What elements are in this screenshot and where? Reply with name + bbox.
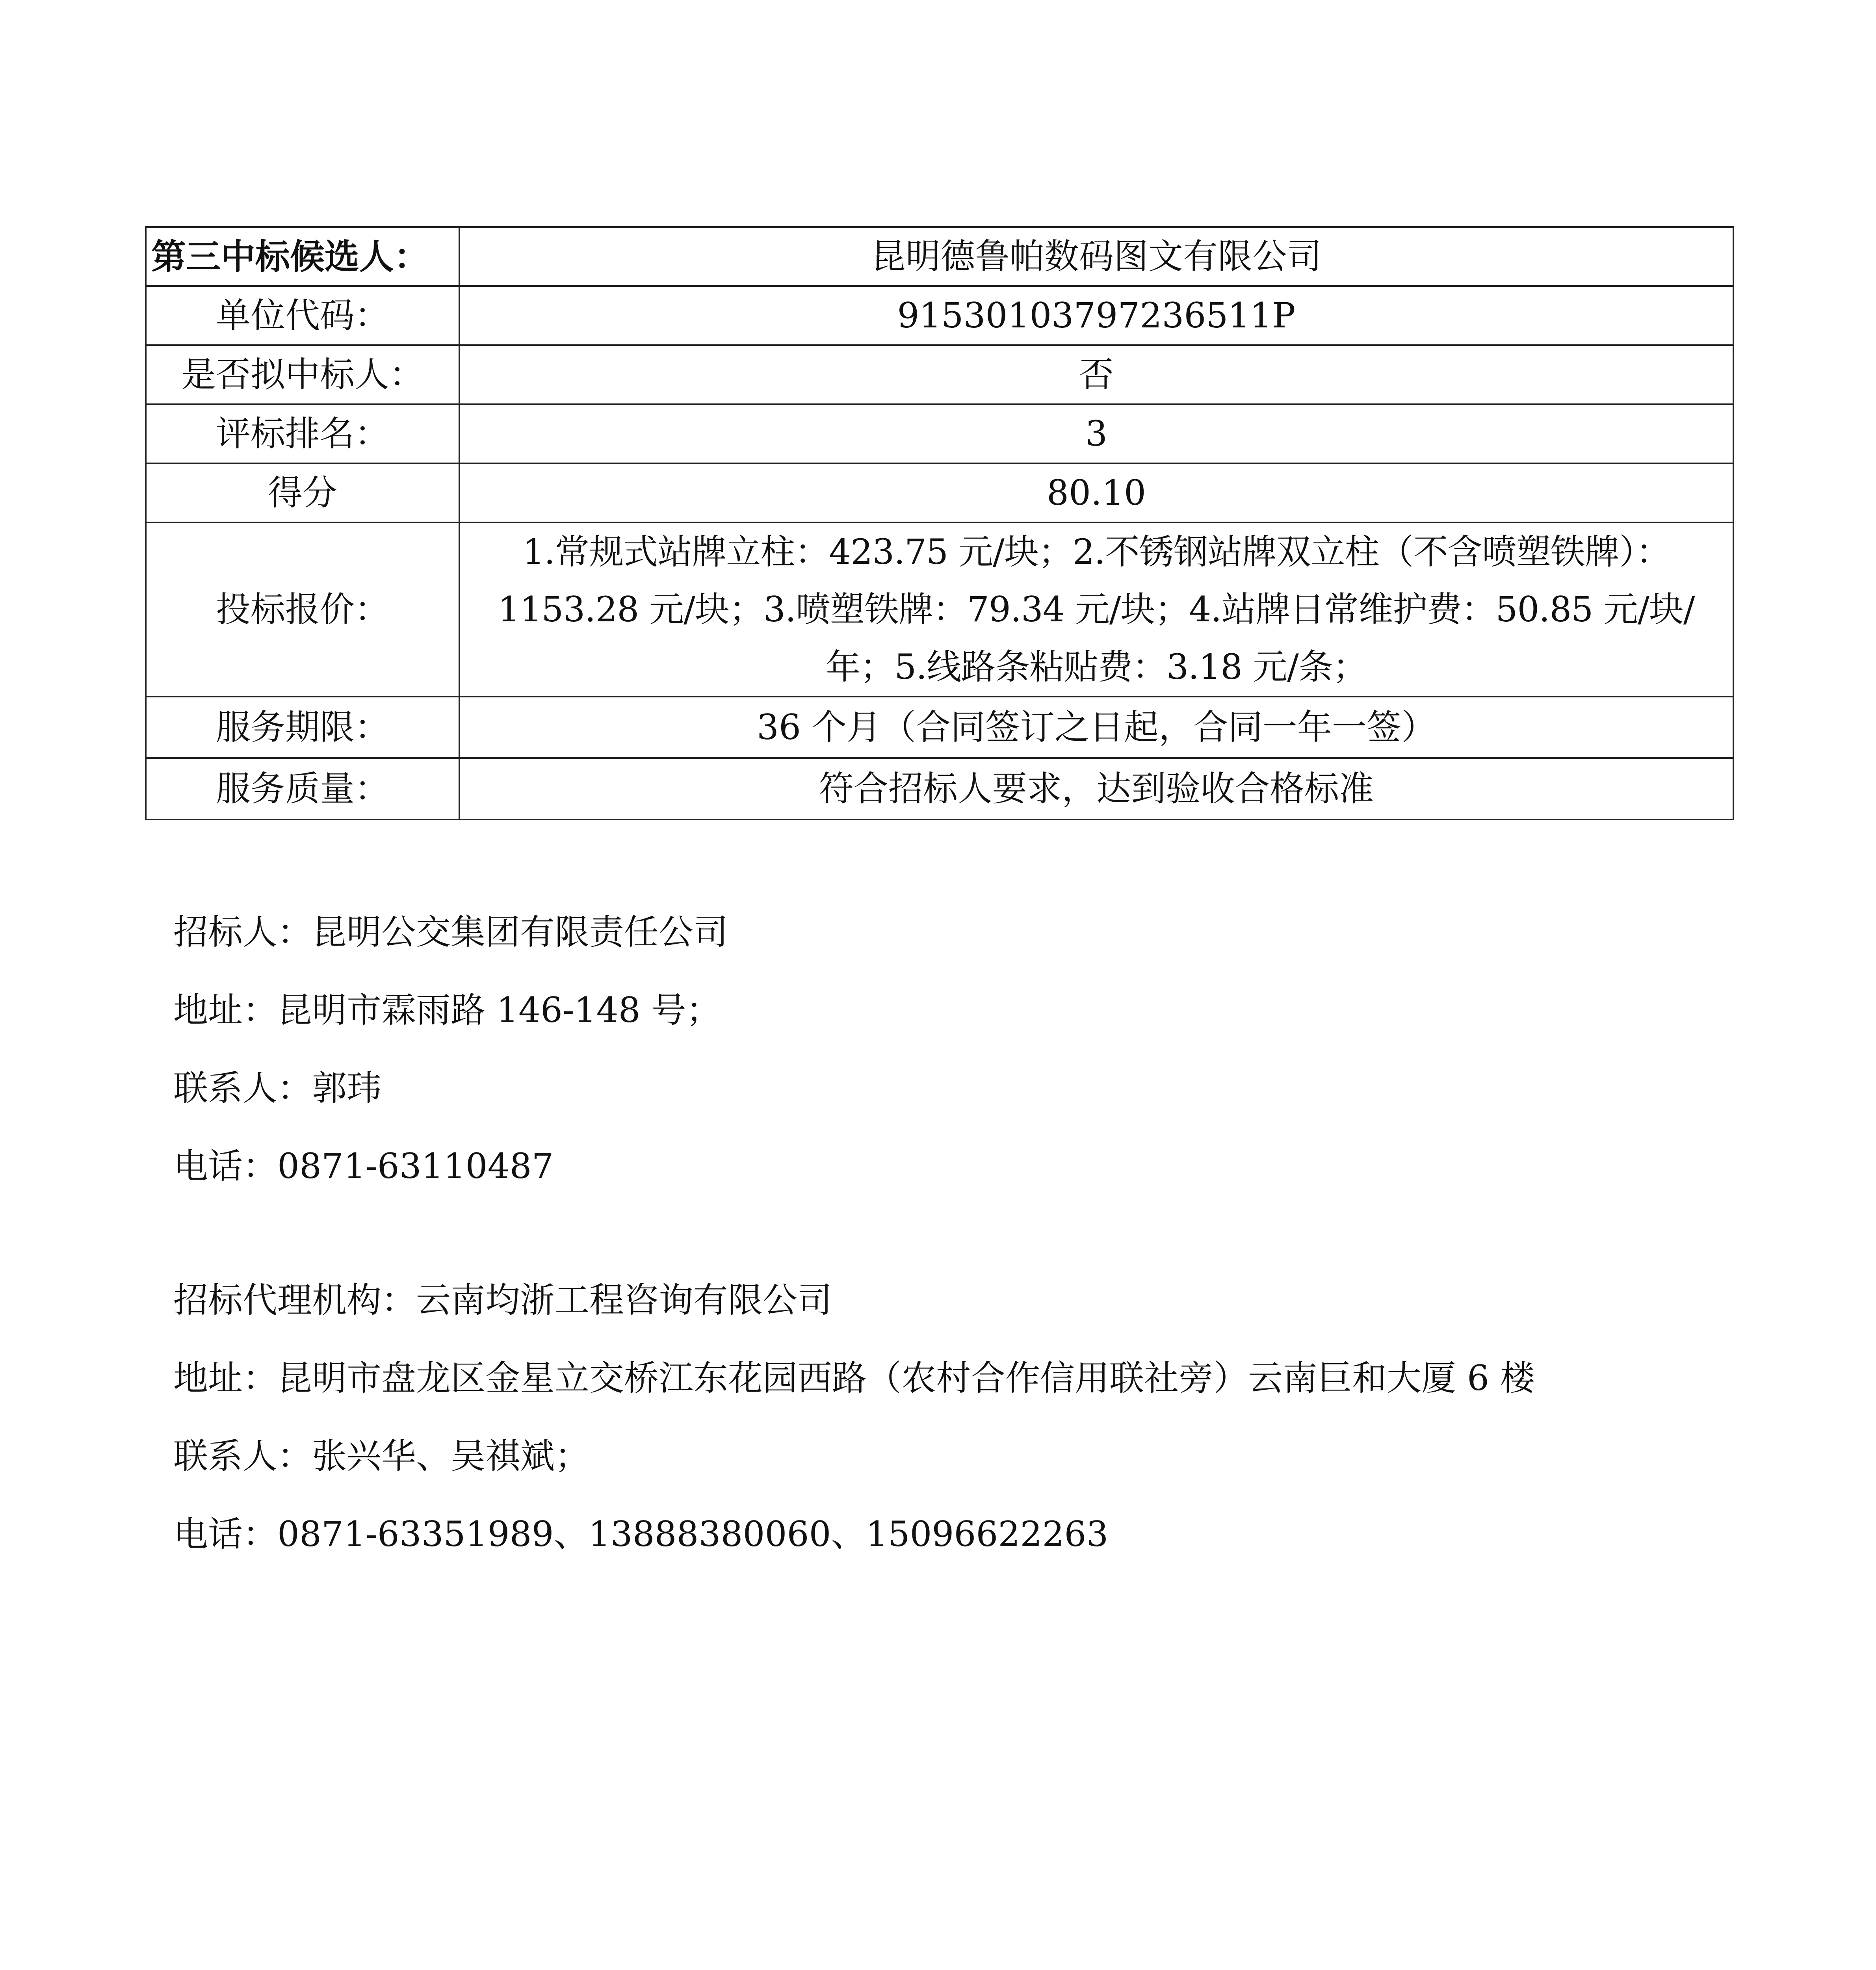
bid-price-line: 年；5.线路条粘贴费：3.18 元/条； xyxy=(826,647,1367,687)
proposed-winner-label: 是否拟中标人： xyxy=(146,345,459,404)
tenderer-address: 地址：昆明市霖雨路 146-148 号； xyxy=(173,990,721,1030)
table-row xyxy=(146,522,1733,697)
agency-name: 招标代理机构：云南均浙工程咨询有限公司 xyxy=(173,1280,832,1320)
agency-address: 地址：昆明市盘龙区金星立交桥江东花园西路（农村合作信用联社旁）云南巨和大厦 6 楼 xyxy=(173,1358,1535,1398)
candidate-value: 昆明德鲁帕数码图文有限公司 xyxy=(459,227,1733,286)
candidate-label: 第三中标候选人： xyxy=(146,227,459,286)
bid-price-line: 1.常规式站牌立柱：423.75 元/块；2.不锈钢站牌双立柱（不含喷塑铁牌）： xyxy=(522,532,1670,572)
service-quality-value: 符合招标人要求，达到验收合格标准 xyxy=(459,758,1733,820)
table-row xyxy=(146,758,1733,820)
service-period-label: 服务期限： xyxy=(146,697,459,758)
agency-phone: 电话：0871-63351989、13888380060、15096622263 xyxy=(173,1514,1109,1554)
ranking-value: 3 xyxy=(459,404,1733,463)
table-row xyxy=(146,463,1733,522)
bid-price-value xyxy=(459,522,1733,697)
candidate-info-table xyxy=(145,226,1734,820)
bid-price-line: 1153.28 元/块；3.喷塑铁牌：79.34 元/块；4.站牌日常维护费：50.85 元/块/ xyxy=(498,589,1695,630)
table-row xyxy=(146,227,1733,286)
service-quality-label: 服务质量： xyxy=(146,758,459,820)
service-period-value: 36 个月（合同签订之日起，合同一年一签） xyxy=(459,697,1733,758)
tenderer-contact: 联系人：郭玮 xyxy=(173,1068,382,1108)
score-label: 得分 xyxy=(146,463,459,522)
tenderer-phone: 电话：0871-63110487 xyxy=(173,1146,554,1186)
agency-contact: 联系人：张兴华、吴祺斌； xyxy=(173,1436,590,1476)
tenderer-name: 招标人：昆明公交集团有限责任公司 xyxy=(173,912,728,952)
unit-code-label: 单位代码： xyxy=(146,286,459,345)
table-row xyxy=(146,286,1733,345)
score-value: 80.10 xyxy=(459,463,1733,522)
ranking-label: 评标排名： xyxy=(146,404,459,463)
table-row xyxy=(146,697,1733,758)
unit-code-value: 91530103797236511P xyxy=(459,286,1733,345)
proposed-winner-value: 否 xyxy=(459,345,1733,404)
table-row xyxy=(146,404,1733,463)
table-row xyxy=(146,345,1733,404)
bid-price-label: 投标报价： xyxy=(146,522,459,697)
